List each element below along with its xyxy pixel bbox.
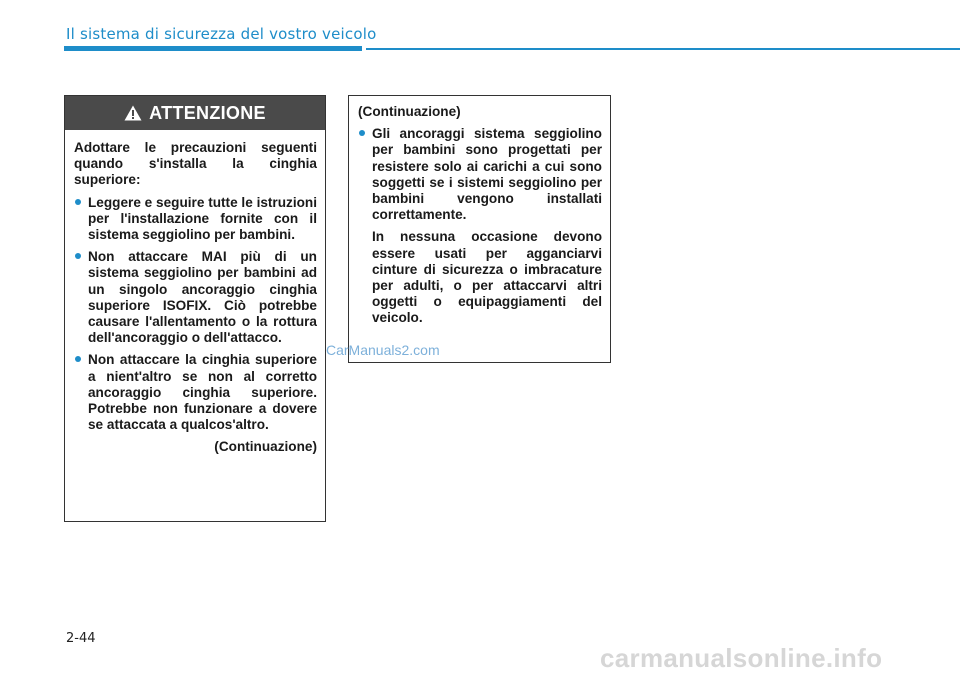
bullet-text: Gli ancoraggi sistema seggiolino per bambini sono progettati per resistere solo ai carichi a cui sono soggetti se i sistemi seggiolino per bambini vengono installati correttamente.	[372, 126, 602, 223]
list-item	[74, 249, 317, 346]
warning-intro: Adottare le precauzioni seguenti quando s'installa la cinghia superiore:	[74, 140, 317, 188]
bullet-text: Non attaccare MAI più di un sistema seggiolino per bambini ad un singolo ancoraggio cinghia superiore ISOFIX. Ciò potrebbe causare l'allentamento o la rottura dell'ancoraggio o dell'attacco.	[88, 249, 317, 346]
page-number: 2-44	[66, 631, 96, 646]
warning-header	[65, 96, 325, 130]
header-rule-thin	[366, 48, 960, 50]
warning-title: ATTENZIONE	[149, 102, 266, 123]
section-title: Il sistema di sicurezza del vostro veicolo	[66, 25, 377, 43]
list-item	[74, 195, 317, 244]
bullet-dot	[75, 199, 81, 205]
continuation-heading: (Continuazione)	[358, 104, 461, 119]
list-item	[358, 126, 602, 223]
bullet-text: Leggere e seguire tutte le istruzioni per l'installazione fornite con il sistema seggiolino per bambini.	[88, 194, 317, 243]
header-rule-thick	[64, 46, 362, 51]
bullet-dot	[75, 253, 81, 259]
warning-triangle-icon	[124, 105, 142, 121]
bullet-dot	[359, 130, 365, 136]
continued-label: (Continuazione)	[214, 439, 317, 455]
watermark-link: CarManuals2.com	[326, 342, 440, 358]
footer-watermark: carmanualsonline.info	[600, 643, 883, 673]
continuation-paragraph: In nessuna occasione devono essere usati per agganciarvi cinture di sicurezza o imbracature per adulti, o per attaccarvi altri oggetti o equipaggiamenti del veicolo.	[372, 229, 602, 326]
bullet-text: Non attaccare la cinghia superiore a nient'altro se non al corretto ancoraggio cinghia superiore. Potrebbe non funzionare a dovere se attaccata a qualcos'altro.	[88, 352, 317, 433]
bullet-dot	[75, 356, 81, 362]
warning-box	[64, 95, 326, 522]
continuation-box	[348, 95, 611, 363]
list-item	[74, 352, 317, 433]
